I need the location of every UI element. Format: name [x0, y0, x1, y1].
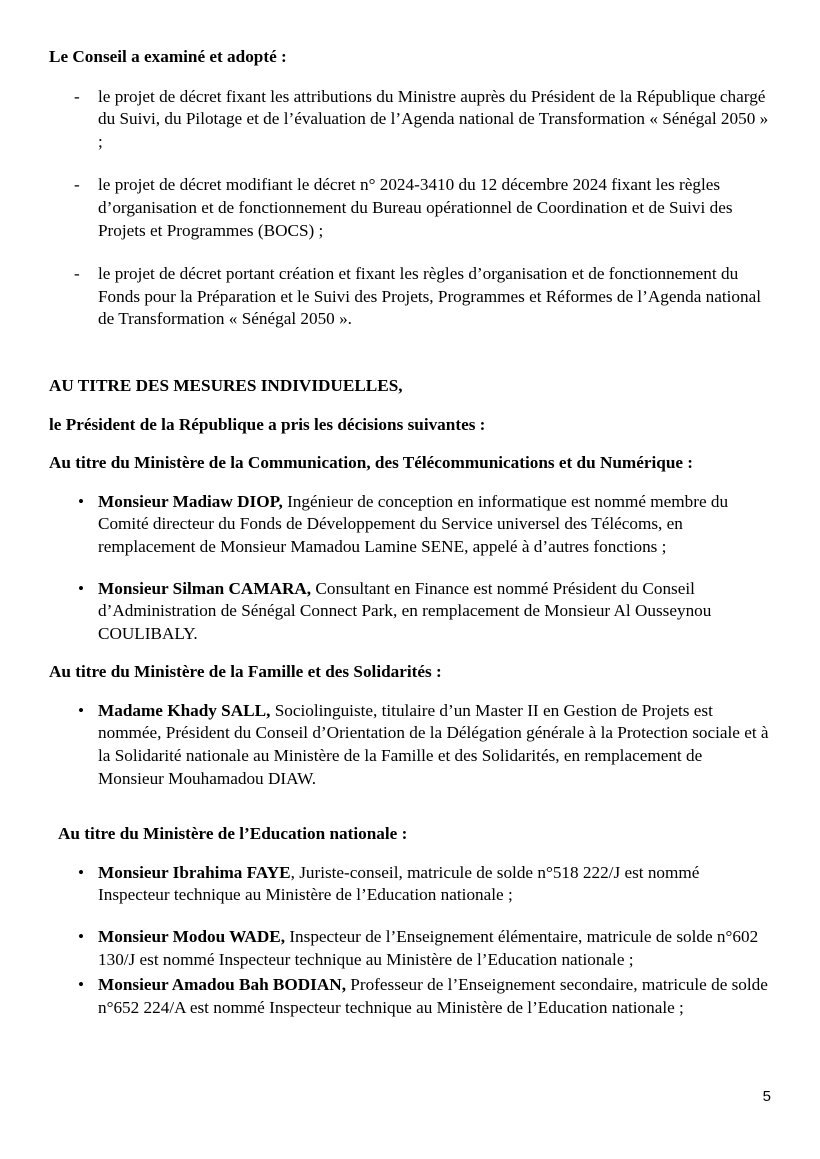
appointee-name: Monsieur Modou WADE, — [98, 927, 286, 947]
bullet-marker: • — [78, 927, 85, 947]
appointment-text — [98, 579, 711, 643]
dash-marker: - — [74, 175, 80, 195]
appointment-detail: Inspecteur de l’Enseignement élémentaire, matricule de solde n°602 130/J est nommé Inspecteur technique au Ministère de l’Education nationale ; — [98, 927, 759, 969]
appointment-text — [98, 492, 728, 556]
list-item-text: le projet de décret modifiant le décret n° 2024-3410 du 12 décembre 2024 fixant les règles d’organisation et de fonctionnement du Bureau opérationnel de Coordination et de Suivi des Projets et Programmes (BOCS) ; — [98, 175, 733, 240]
bullet-marker: • — [78, 578, 85, 598]
individual-measures-title: AU TITRE DES MESURES INDIVIDUELLES, — [49, 375, 403, 395]
list-item — [49, 862, 771, 907]
adopted-decrees-list — [49, 86, 771, 331]
section-heading-education: Au titre du Ministère de l’Education nationale : — [58, 824, 408, 844]
page-content — [49, 46, 771, 1019]
appointments-list-communication — [49, 491, 771, 646]
section-spacer — [49, 645, 771, 661]
appointment-detail: Sociolinguiste, titulaire d’un Master II en Gestion de Projets est nommée, Président du Conseil d’Orientation de la Délégation générale à la Protection sociale et à la Solidarité nationale au Ministère de la Famille et des Solidarités, en remplacement de Monsieur Mouhamadou DIAW. — [98, 700, 769, 788]
appointment-text — [98, 975, 768, 1017]
section-heading-communication: Au titre du Ministère de la Communication, des Télécommunications et du Numérique : — [49, 453, 694, 473]
appointment-detail: Consultant en Finance est nommé Président du Conseil d’Administration de Sénégal Connect Park, en remplacement de Monsieur Al Ousseynou COULIBALY. — [98, 578, 712, 643]
dash-marker: - — [74, 86, 80, 106]
list-item — [49, 174, 771, 242]
list-item — [49, 263, 771, 331]
intro-heading: Le Conseil a examiné et adopté : — [49, 47, 287, 66]
bullet-marker: • — [78, 862, 85, 882]
appointee-name: Monsieur Ibrahima FAYE — [98, 862, 291, 882]
list-item — [49, 86, 771, 154]
dash-marker: - — [74, 264, 80, 284]
list-item — [49, 491, 771, 559]
appointee-name: Monsieur Silman CAMARA, — [98, 578, 312, 598]
page-number: 5 — [762, 1088, 771, 1105]
appointment-text — [98, 927, 758, 969]
list-item-text: le projet de décret portant création et fixant les règles d’organisation et de fonctionnement du Fonds pour la Préparation et le Suivi des Projets, Programmes et Réformes de l’Agenda national de Transformation « Sénégal 2050 ». — [98, 264, 762, 329]
list-item — [49, 578, 771, 646]
appointment-detail: , Juriste-conseil, matricule de solde n°518 222/J est nommé Inspecteur technique au Ministère de l’Education nationale ; — [98, 862, 700, 905]
appointee-name: Madame Khady SALL, — [98, 700, 271, 720]
bullet-marker: • — [78, 975, 85, 995]
appointments-list-education — [49, 862, 771, 1020]
appointments-list-famille — [49, 700, 771, 790]
section-heading-famille: Au titre du Ministère de la Famille et des Solidarités : — [49, 662, 442, 682]
bullet-marker: • — [78, 491, 85, 511]
list-item — [49, 926, 771, 971]
bullet-marker: • — [78, 700, 85, 720]
appointee-name: Monsieur Amadou Bah BODIAN, — [98, 975, 346, 995]
section-spacer — [49, 331, 771, 375]
appointment-text — [98, 701, 769, 788]
appointment-detail: Professeur de l’Enseignement secondaire, matricule de solde n°652 224/A est nommé Inspecteur technique au Ministère de l’Education nationale ; — [98, 975, 768, 1017]
appointment-detail: Ingénieur de conception en informatique est nommé membre du Comité directeur du Fonds de Développement du Service universel des Télécoms, en remplacement de Monsieur Mamadou Lamine SENE, appelé à d’autres fonctions ; — [98, 491, 729, 556]
list-item — [49, 974, 771, 1019]
list-item-text: le projet de décret fixant les attributions du Ministre auprès du Président de la République chargé du Suivi, du Pilotage et de l’évaluation de l’Agenda national de Transformation « Sénégal 2050 » ; — [98, 86, 769, 151]
section-spacer — [49, 790, 771, 823]
individual-measures-subtitle: le Président de la République a pris les décisions suivantes : — [49, 414, 486, 434]
appointment-text — [98, 863, 699, 905]
appointee-name: Monsieur Madiaw DIOP, — [98, 491, 283, 511]
list-item — [49, 700, 771, 790]
